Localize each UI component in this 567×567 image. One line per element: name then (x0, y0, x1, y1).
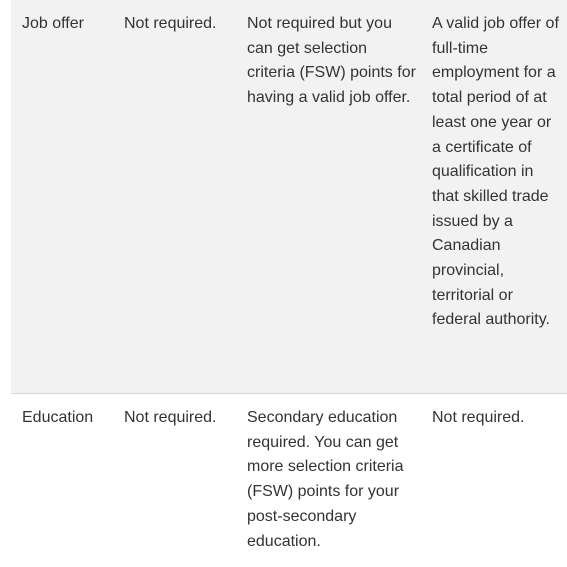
table-cell: Not required. (432, 409, 525, 426)
table-cell: Not required. (124, 409, 217, 426)
comparison-table (11, 0, 567, 567)
table-row-education (11, 394, 567, 567)
row-header-cell: Job offer (22, 15, 84, 32)
table-row-job-offer (11, 0, 567, 394)
row-header-cell: Education (22, 409, 94, 426)
table-cell: Not required. (124, 15, 217, 32)
table-cell: Secondary education required. You can get more selection criteria (FSW) points for your post-secondary education. (247, 409, 404, 550)
table-cell: A valid job offer of full-time employment for a total period of at least one year or a certificate of qualification in that skilled trade issued by a Canadian provincial, territorial or federal authority. (432, 15, 559, 329)
table-cell: Not required but you can get selection criteria (FSW) points for having a valid job offer. (247, 15, 416, 107)
